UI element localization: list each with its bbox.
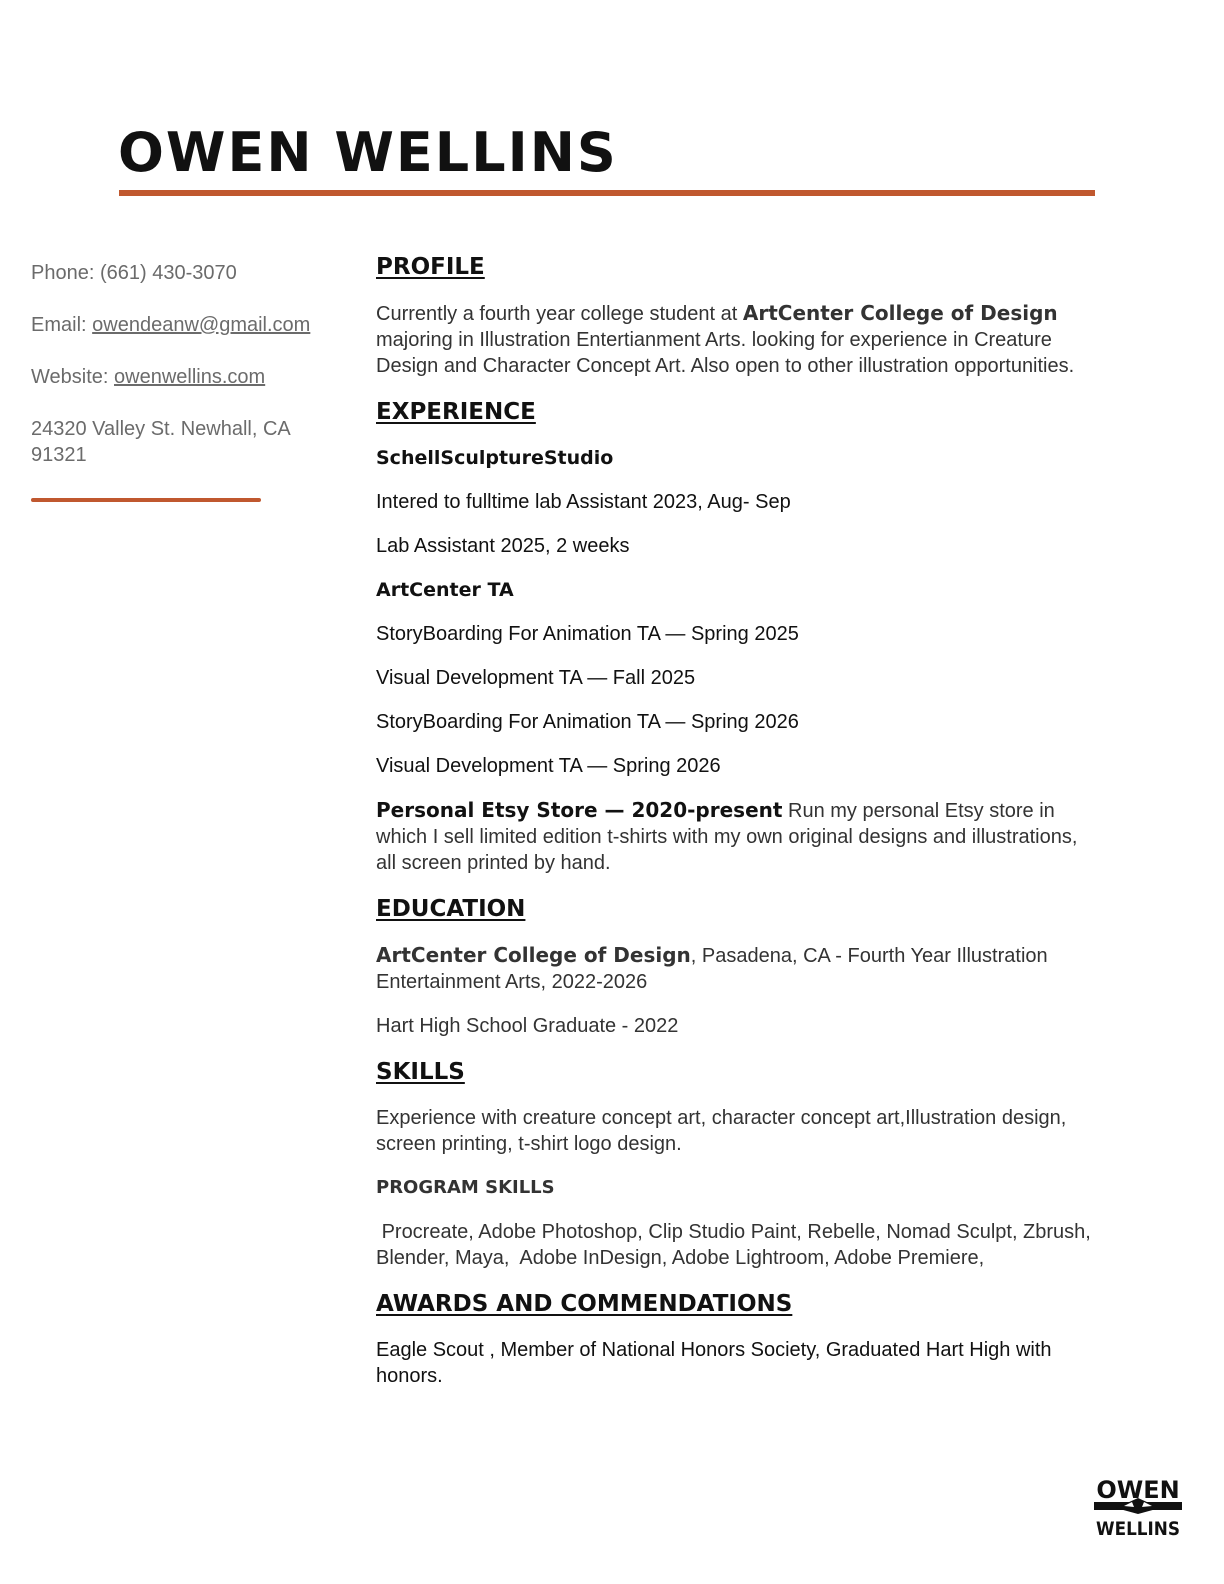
education-detail: , Pasadena, CA - Fourth Year Illustration Entertainment Arts, 2022-2026 bbox=[376, 945, 1048, 993]
employer-schell: SchellSculptureStudio bbox=[376, 447, 614, 469]
resume-name: OWEN WELLINS bbox=[118, 121, 618, 184]
owen-wellins-logo bbox=[1094, 1474, 1182, 1538]
profile-text-end: majoring in Illustration Entertianment Arts. looking for experience in Creature Design and Character Concept Art. Also open to other illustration opportunities. bbox=[376, 329, 1075, 377]
program-skills-text: Procreate, Adobe Photoshop, Clip Studio Paint, Rebelle, Nomad Sculpt, Zbrush, Blender, Maya, Adobe InDesign, Adobe Lightroom, Adobe Premiere, bbox=[376, 1221, 1097, 1269]
education-section bbox=[376, 894, 1096, 1039]
list-item: Visual Development TA — Spring 2026 bbox=[376, 755, 721, 777]
sidebar-divider bbox=[31, 498, 261, 502]
skills-heading: SKILLS bbox=[376, 1059, 465, 1085]
education-high-school: Hart High School Graduate - 2022 bbox=[376, 1015, 679, 1037]
resume-main bbox=[376, 252, 1096, 1407]
profile-heading: PROFILE bbox=[376, 254, 485, 280]
awards-text: Eagle Scout , Member of National Honors Society, Graduated Hart High with honors. bbox=[376, 1339, 1052, 1387]
education-college bbox=[376, 942, 1096, 995]
website-line bbox=[31, 364, 331, 390]
phone-number: (661) 430-3070 bbox=[99, 262, 237, 284]
email-label: Email: bbox=[31, 314, 87, 336]
phone-line bbox=[31, 260, 331, 286]
email-line bbox=[31, 312, 331, 338]
awards-heading: AWARDS AND COMMENDATIONS bbox=[376, 1291, 793, 1317]
employer-artcenter-ta: ArtCenter TA bbox=[376, 579, 514, 601]
etsy-entry bbox=[376, 797, 1096, 876]
experience-section bbox=[376, 397, 1096, 876]
list-item: Intered to fulltime lab Assistant 2023, Aug- Sep bbox=[376, 491, 791, 513]
skills-text: Experience with creature concept art, character concept art,Illustration design, screen printing, t-shirt logo design. bbox=[376, 1107, 1067, 1155]
list-item: Lab Assistant 2025, 2 weeks bbox=[376, 535, 630, 557]
list-item: StoryBoarding For Animation TA — Spring 2026 bbox=[376, 711, 799, 733]
education-heading: EDUCATION bbox=[376, 896, 526, 922]
education-school: ArtCenter College of Design bbox=[376, 943, 691, 967]
profile-text bbox=[376, 300, 1096, 379]
list-item: StoryBoarding For Animation TA — Spring 2025 bbox=[376, 623, 799, 645]
header-divider bbox=[119, 190, 1095, 196]
program-skills-heading: PROGRAM SKILLS bbox=[376, 1177, 555, 1198]
awards-section bbox=[376, 1289, 1096, 1389]
website-label: Website: bbox=[31, 366, 109, 388]
logo-text-bottom: WELLINS bbox=[1096, 1518, 1180, 1538]
list-item: Visual Development TA — Fall 2025 bbox=[376, 667, 696, 689]
etsy-title: Personal Etsy Store — 2020-present bbox=[376, 798, 783, 822]
phone-label: Phone: bbox=[31, 262, 95, 284]
address: 24320 Valley St. Newhall, CA 91321 bbox=[31, 418, 290, 466]
profile-text-start: Currently a fourth year college student at bbox=[376, 303, 738, 325]
etsy-text: Run my personal Etsy store in which I sell limited edition t-shirts with my own original designs and illustrations, all screen printed by hand. bbox=[376, 800, 1078, 874]
website-link[interactable]: owenwellins.com bbox=[114, 366, 266, 388]
logo-text-top: OWEN bbox=[1096, 1476, 1180, 1504]
email-link[interactable]: owendeanw@gmail.com bbox=[92, 314, 311, 336]
skills-section bbox=[376, 1057, 1096, 1271]
profile-school: ArtCenter College of Design bbox=[742, 301, 1058, 325]
profile-section bbox=[376, 252, 1096, 379]
experience-heading: EXPERIENCE bbox=[376, 399, 536, 425]
contact-sidebar bbox=[31, 260, 331, 502]
